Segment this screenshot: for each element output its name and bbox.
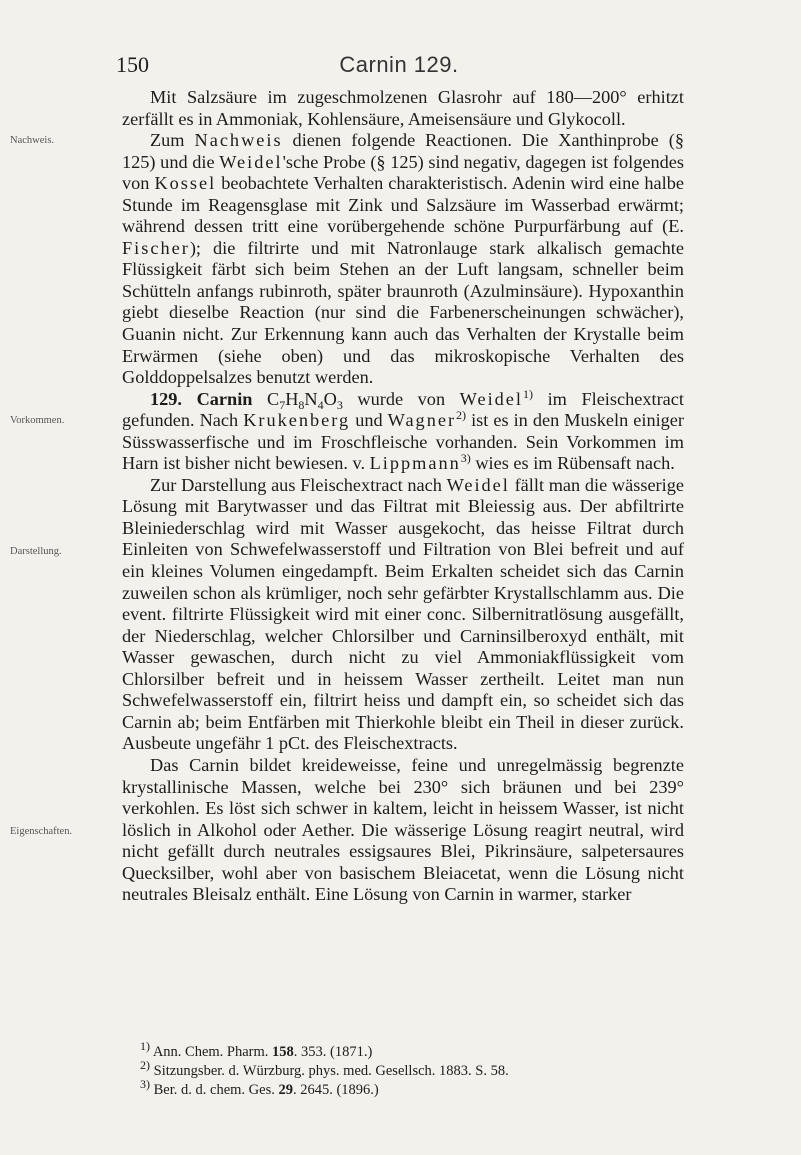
margin-note-eigenschaften: Eigenschaften. <box>10 826 73 837</box>
section-heading-carnin: 129. Carnin <box>150 388 268 409</box>
paragraph-intro: Mit Salzsäure im zugeschmolzenen Glasrohr auf 180—200° erhitzt zerfällt es in Ammoniak, Kohlensäure, Ameisensäure und Glykocoll. <box>122 87 684 129</box>
formula: $C_7H_8N_4O_3$ <box>267 388 343 412</box>
running-title: Carnin 129. <box>339 52 459 77</box>
paragraph-vorkommen: 129. Carnin $C_7H_8N_4O_3$ wurde von Weidel$^{1)}$ im Fleischextract gefunden. Nach Krukenberg und Wagner$^{2)}$ ist es in den Muskeln einiger Süsswasserfische und im Froschfleische vorhanden. Sein Vorkommen im Harn ist bisher nicht bewiesen. v. Lippmann$^{3)}$ wies es im Rübensaft nach. <box>122 386 685 474</box>
footnote-2: $^{2)}$ Sitzungsber. d. Würzburg. phys. med. Gesellsch. 1883. S. 58. <box>140 1058 509 1079</box>
margin-note-vorkommen: Vorkommen. <box>10 415 65 426</box>
page-number: 150 <box>116 52 149 77</box>
body-text <box>122 87 684 906</box>
footnote-ref-1: 1) <box>523 386 533 401</box>
margin-note-nachweis: Nachweis. <box>10 135 55 146</box>
footnote-ref-3: 3) <box>460 451 471 466</box>
paragraph-darstellung: Zur Darstellung aus Fleischextract nach Weidel fällt man die wässerige Lösung mit Barytwasser und das Filtrat mit Bleiessig aus. Der abfiltrirte Bleiniederschlag wird mit Wasser ausgekocht, das heisse Filtrat durch Einleiten von Schwefelwasserstoff und Filtration von Blei befreit und auf ein kleines Volumen eingedampft. Beim Erkalten scheidet sich das Carnin zuweilen schon als krümliger, noch sehr gefärbter Krystallschlamm aus. Die event. filtrirte Flüssigkeit wird mit einer conc. Silbernitratlösung ausgefällt, der Niederschlag, welcher Chlorsilber und Carninsilberoxyd enthält, mit Wasser gewaschen, durch nicht zu viel Ammoniakflüssigkeit vom Chlorsilber befreit und in heissem Wasser zertheilt. Leitet man nun Schwefelwasserstoff ein, filtrirt heiss und dampft ein, so scheidet sich das Carnin ab; beim Entfärben mit Thierkohle bleibt ein Theil in dieser zurück. Ausbeute ungefähr 1 pCt. des Fleischextracts. <box>122 474 684 754</box>
paragraph-eigenschaften: Das Carnin bildet kreideweisse, feine und unregelmässig begrenzte krystallinische Massen, welche bei 230° sich bräunen und bei 239° verkohlen. Es löst sich schwer in kaltem, leicht in heissem Wasser, ist nicht löslich in Alkohol oder Aether. Die wässerige Lösung reagirt neutral, wird nicht gefällt durch neutrales essigsaures Blei, Pikrinsäure, salpetersaures Quecksilber, wohl aber von basischem Bleiacetat, wenn die Lösung nicht neutrales Bleisalz enthält. Eine Lösung von Carnin in warmer, starker <box>122 754 684 905</box>
footnote-3: $^{3)}$ Ber. d. d. chem. Ges. 29. 2645. (1896.) <box>140 1077 379 1098</box>
footnote-ref-2: 2) <box>456 408 467 423</box>
footnote-1: $^{1)}$ Ann. Chem. Pharm. 158. 353. (1871.) <box>140 1039 373 1060</box>
page-header <box>116 52 682 76</box>
footnotes <box>140 1039 680 1100</box>
margin-note-darstellung: Darstellung. <box>10 546 62 557</box>
paragraph-nachweis: Zum Nachweis dienen folgende Reactionen. Die Xanthinprobe (§ 125) und die Weidel'sche Probe (§ 125) sind negativ, dagegen ist folgendes von Kossel beobachtete Verhalten charakteristisch. Adenin wird eine halbe Stunde im Reagensglase mit Zink und Salzsäure im Wasserbad erwärmt; während dessen tritt eine vorübergehende schöne Purpurfärbung auf (E. Fischer); die filtrirte und mit Natronlauge stark alkalisch gemachte Flüssigkeit färbt sich beim Stehen an der Luft langsam, schneller beim Schütteln anfangs rubinroth, später braunroth (Azulminsäure). Hypoxanthin giebt dieselbe Reaction (nur sind die Farbenerscheinungen schwächer), Guanin nicht. Zur Erkennung kann auch das Verhalten der Krystalle beim Erwärmen (siehe oben) und das mikroskopische Verhalten des Golddoppelsalzes benutzt werden. <box>122 130 684 388</box>
